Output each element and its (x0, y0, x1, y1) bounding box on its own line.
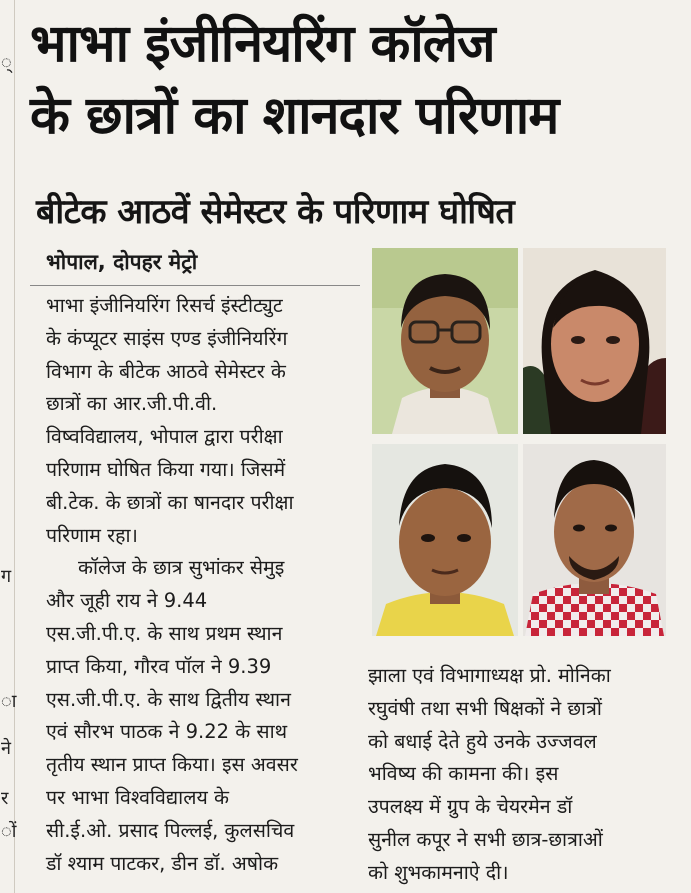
adjacent-column-edge (0, 0, 15, 893)
student-photo-2 (523, 248, 666, 434)
text-line: तृतीय स्थान प्राप्त किया। इस अवसर (46, 753, 298, 777)
student-photo-3 (372, 444, 518, 636)
adjacent-fragment: ् (1, 52, 12, 73)
text-line: भविष्य की कामना की। इस (368, 762, 559, 786)
text-line: के कंप्यूटर साइंस एण्ड इंजीनियरिंग (46, 326, 288, 350)
text-line: को शुभकामनाऐ दी। (368, 860, 509, 884)
text-line: प्राप्त किया, गौरव पॉल ने 9.39 (46, 654, 272, 678)
article-body-left (30, 290, 360, 880)
adjacent-fragment: ने (1, 738, 11, 759)
text-line: एस.जी.पी.ए. के साथ द्वितीय स्थान (46, 687, 291, 711)
text-line: बी.टेक. के छात्रों का षानदार परीक्षा (46, 490, 294, 514)
text-line: सी.ई.ओ. प्रसाद पिल्लई, कुलसचिव (46, 818, 295, 842)
text-line: एवं सौरभ पाठक ने 9.22 के साथ (46, 720, 288, 744)
text-line: उपलक्ष्य में ग्रुप के चेयरमेन डॉ (368, 795, 573, 819)
adjacent-fragment: ग (1, 566, 12, 587)
text-line: छात्रों का आर.जी.पी.वी. (46, 392, 218, 416)
text-line: और जूही राय ने 9.44 (46, 589, 208, 613)
article-body-right (368, 660, 678, 890)
headline (30, 8, 680, 152)
text-line: एस.जी.पी.ए. के साथ प्रथम स्थान (46, 621, 283, 645)
adjacent-fragment: ों (1, 821, 17, 842)
text-line: सुनील कपूर ने सभी छात्र-छात्राओं (368, 827, 603, 851)
text-line: परिणाम घोषित किया गया। जिसमें (46, 457, 286, 481)
adjacent-fragment: र (1, 788, 9, 809)
text-line: को बधाई देते हुये उनके उज्जवल (368, 729, 597, 753)
headline-line-1: भाभा इंजीनियरिंग कॉलेज (30, 14, 495, 74)
text-line: डॉ श्याम पाटकर, डीन डॉ. अषोक (46, 851, 279, 875)
text-line: कॉलेज के छात्र सुभांकर सेमुइ (78, 556, 285, 580)
text-line: झाला एवं विभागाध्यक्ष प्रो. मोनिका (368, 664, 611, 687)
text-line: परिणाम रहा। (46, 523, 138, 547)
student-photo-4 (523, 444, 666, 636)
text-line: भाभा इंजीनियरिंग रिसर्च इंस्टीट्युट (46, 294, 283, 317)
adjacent-fragment: ा (1, 691, 17, 712)
text-line: विष्वविद्यालय, भोपाल द्वारा परीक्षा (46, 425, 283, 449)
subheadline: बीटेक आठवें सेमेस्टर के परिणाम घोषित (36, 192, 515, 232)
headline-line-2: के छात्रों का शानदार परिणाम (30, 86, 559, 146)
text-line: रघुवंषी तथा सभी षिक्षकों ने छात्रों (368, 696, 602, 720)
student-photo-1 (372, 248, 518, 434)
text-line: विभाग के बीटेक आठवे सेमेस्टर के (46, 359, 286, 383)
article-column-right (368, 656, 678, 890)
text-line: पर भाभा विश्वविद्यालय के (46, 785, 229, 809)
dateline: भोपाल, दोपहर मेट्रो (30, 245, 360, 286)
article-column-left (30, 245, 360, 880)
